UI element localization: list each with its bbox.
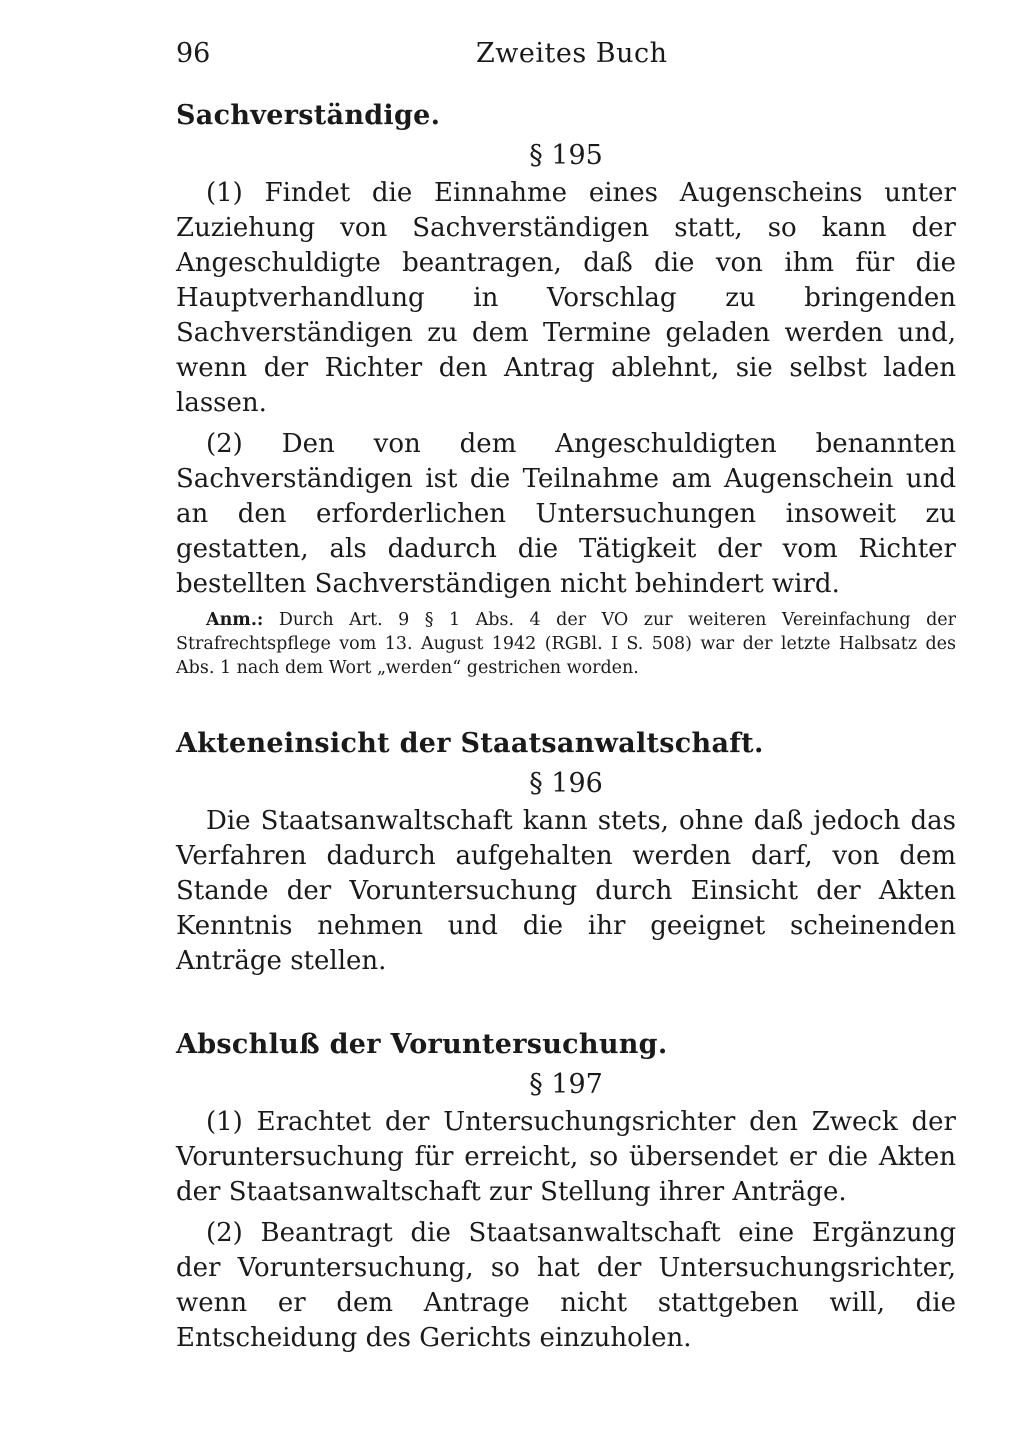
note-text: Durch Art. 9 § 1 Abs. 4 der VO zur weiteren Vereinfachung der Strafrechtspflege vom 13. August 1942 (RGBl. I S. 508) war der letzte Halbsatz des Abs. 1 nach dem Wort „werden“ gestrichen worden. bbox=[176, 610, 956, 678]
annotation-note bbox=[176, 608, 956, 680]
note-label: Anm.: bbox=[206, 610, 264, 630]
paragraph-number: § 196 bbox=[529, 768, 603, 799]
section-heading: Akteneinsicht der Staatsanwaltschaft. bbox=[176, 728, 764, 759]
page-number: 96 bbox=[176, 38, 211, 69]
body-paragraph: (1) Erachtet der Untersuchungsrichter den Zweck der Voruntersuchung für erreicht, so übersendet er die Akten der Staatsanwaltschaft zur Stellung ihrer Anträge. bbox=[176, 1107, 956, 1207]
paragraph-number: § 197 bbox=[529, 1069, 603, 1100]
section-heading: Sachverständige. bbox=[176, 100, 441, 131]
body-paragraph: Die Staatsanwaltschaft kann stets, ohne daß jedoch das Verfahren dadurch aufgehalten werden darf, von dem Stande der Voruntersuchung durch Einsicht der Akten Kenntnis nehmen und die ihr geeignet scheinenden Anträge stellen. bbox=[176, 806, 956, 976]
section-spacer bbox=[176, 680, 956, 724]
section-heading: Abschluß der Voruntersuchung. bbox=[176, 1029, 668, 1060]
section-197 bbox=[176, 1025, 956, 1356]
page-content bbox=[176, 96, 956, 1362]
section-196 bbox=[176, 724, 956, 979]
body-paragraph: (2) Den von dem Angeschuldigten benannten Sachverständigen ist die Teilnahme am Augenschein und an den erforderlichen Untersuchungen insoweit zu gestatten, als dadurch die Tätigkeit der vom Richter bestellten Sachverständigen nicht behindert wird. bbox=[176, 429, 956, 599]
section-spacer bbox=[176, 985, 956, 1025]
body-paragraph: (1) Findet die Einnahme eines Augenscheins unter Zuziehung von Sachverständigen statt, so kann der Angeschuldigte beantragen, daß die von ihm für die Hauptverhandlung in Vorschlag zu bringenden Sachverständigen zu dem Termine geladen werden und, wenn der Richter den Antrag ablehnt, sie selbst laden lassen. bbox=[176, 178, 956, 418]
paragraph-number: § 195 bbox=[529, 140, 603, 171]
running-head: Zweites Buch bbox=[476, 38, 668, 69]
body-paragraph: (2) Beantragt die Staatsanwaltschaft eine Ergänzung der Voruntersuchung, so hat der Untersuchungsrichter, wenn er dem Antrage nicht stattgeben will, die Entscheidung des Gerichts einzuholen. bbox=[176, 1218, 956, 1353]
section-195 bbox=[176, 96, 956, 680]
page-header bbox=[176, 38, 956, 78]
